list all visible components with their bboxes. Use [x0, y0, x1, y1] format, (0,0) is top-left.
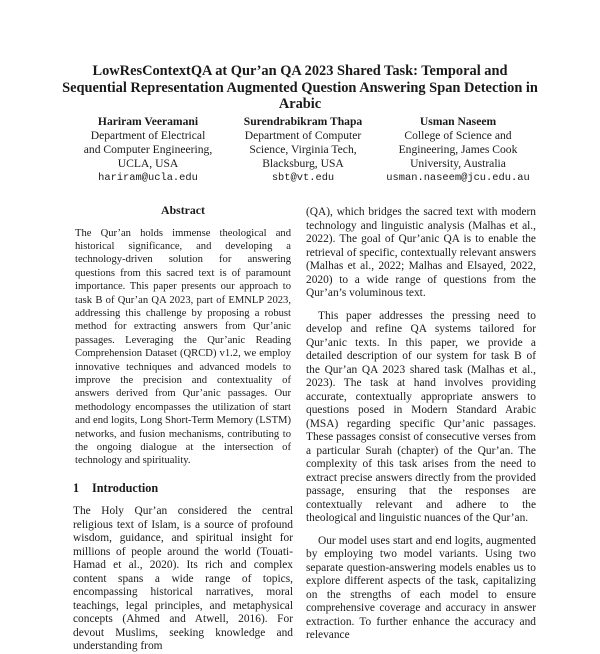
author-affiliation: and Computer Engineering,	[83, 143, 213, 156]
author-affiliation: Blacksburg, USA	[262, 157, 344, 170]
author-email[interactable]: usman.naseem@jcu.edu.au	[386, 172, 530, 184]
section-title: Introduction	[92, 480, 159, 495]
author-affiliation: Department of Computer	[244, 129, 362, 142]
author-affiliation: University, Australia	[410, 157, 506, 170]
author-name: Hariram Veeramani	[97, 115, 199, 128]
paper-title: LowResContextQA at Qur’an QA 2023 Shared Task: Temporal and Sequential Representation Augmented Question Answering Span Detection in Arabic	[62, 63, 538, 112]
author-block	[68, 115, 538, 185]
author-1	[68, 115, 228, 185]
author-affiliation: Science, Virginia Tech,	[249, 143, 357, 156]
intro-paragraph-1-continued: (QA), which bridges the sacred text with modern technology and linguistic analysis (Malhas et al., 2022). The goal of Qur’anic QA is to enable the retrieval of specific, contextually relevant answers (Malhas et al., 2022; Malhas and Elsayed, 2022, 2020) to a wide range of questions from the Qur’an’s voluminous text.	[306, 206, 536, 299]
section-number: 1	[73, 480, 80, 495]
author-3	[378, 115, 538, 185]
author-name: Usman Naseem	[419, 115, 497, 128]
author-affiliation: UCLA, USA	[117, 157, 179, 170]
author-affiliation: College of Science and	[404, 129, 512, 142]
author-2	[228, 115, 378, 185]
author-affiliation: Engineering, James Cook	[398, 143, 518, 156]
author-affiliation: Department of Electrical	[90, 129, 206, 142]
intro-paragraph-1: The Holy Qur’an considered the central religious text of Islam, is a source of profound wisdom, guidance, and spiritual insight for millions of people around the world (Touati-Hamad et al., 2020). Its rich and complex content spans a wide range of topics, encompassing historical narratives, moral teachings, legal principles, and metaphysical concepts (Ahmed and Atwell, 2016). For devout Muslims, seeking knowledge and understanding from	[73, 505, 293, 653]
left-column	[73, 204, 293, 654]
abstract-heading: Abstract	[161, 203, 205, 217]
section-heading-introduction	[73, 482, 293, 496]
intro-paragraph-3: Our model uses start and end logits, augmented by employing two model variants. Using two separate question-answering models enables us to explore different aspects of the task, capitalizing on the strengths of each model to ensure comprehensive coverage and accuracy in answer extraction. To further enhance the accuracy and relevance	[306, 534, 536, 641]
intro-paragraph-2: This paper addresses the pressing need to develop and refine QA systems tailored for Qur’anic texts. In this paper, we provide a detailed description of our system for task B of the Qur’an QA 2023 shared task (Malhas et al., 2023). The task at hand involves providing accurate, contextually appropriate answers to questions posed in Modern Standard Arabic (MSA) regarding specific Qur’anic passages. These passages consist of consecutive verses from a particular Surah (chapter) of the Qur’an. The complexity of this task arises from the need to extract precise answers directly from the provided passage, ensuring that the responses are contextually relevant and adhere to the theological and linguistic nuances of the Qur’an.	[306, 309, 536, 524]
author-name: Surendrabikram Thapa	[243, 115, 363, 128]
right-column	[306, 206, 536, 643]
author-email[interactable]: sbt@vt.edu	[271, 172, 335, 184]
author-email[interactable]: hariram@ucla.edu	[98, 172, 198, 184]
abstract-text: The Qur’an holds immense theological and historical significance, and developing a technology-driven solution for answering questions from this sacred text is of paramount importance. This paper presents our approach to task B of Qur’an QA 2023, part of EMNLP 2023, addressing this challenge by proposing a robust method for extracting answers from Qur’anic passages. Leveraging the Qur’anic Reading Comprehension Dataset (QRCD) v1.2, we employ innovative techniques and advanced models to improve the precision and contextuality of answers derived from Qur’anic passages. Our methodology encompasses the utilization of start and end logits, Long Short-Term Memory (LSTM) networks, and fusion mechanisms, contributing to the ongoing dialogue at the intersection of technology and spirituality.	[75, 227, 291, 467]
